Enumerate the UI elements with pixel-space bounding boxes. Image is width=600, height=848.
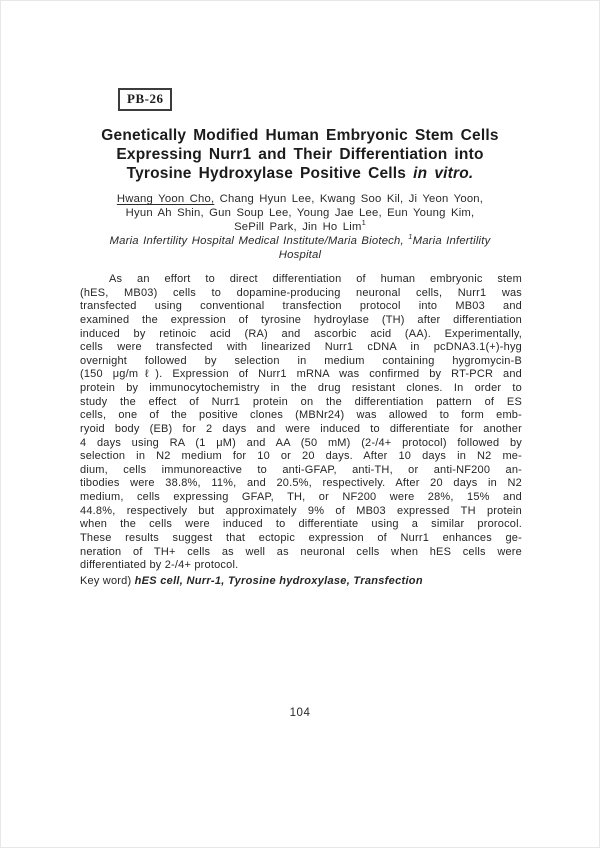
paper-title bbox=[1, 126, 599, 183]
abstract-line: dium, cells immunoreactive to anti-GFAP, anti-TH, or anti-NF200 an- bbox=[80, 463, 522, 476]
author-affiliation-superscript: 1 bbox=[361, 217, 366, 227]
first-author-underlined: Hwang Yoon Cho, bbox=[116, 193, 215, 205]
abstract-line: transfected using conventional transfection protocol into MB03 and bbox=[80, 300, 522, 313]
abstract-line: cells were transfected with linearized Nurr1 cDNA in pcDNA3.1(+)-hyg bbox=[80, 341, 522, 354]
author-line-3-text: SePill Park, Jin Ho Lim bbox=[234, 220, 362, 233]
abstract-line: tibodies were 38.8%, 11%, and 20.5%, respectively. After 20 days in N2 bbox=[80, 477, 522, 490]
paper-title-line-1: Genetically Modified Human Embryonic Stem Cells bbox=[101, 127, 499, 144]
author-line-1-rest: Chang Hyun Lee, Kwang Soo Kil, Ji Yeon Yoon, bbox=[219, 193, 484, 205]
abstract-line: when the cells were induced to differentiate using a similar prorocol. bbox=[80, 518, 522, 531]
abstract-number-badge bbox=[118, 88, 172, 111]
abstract-line: 44.8%, respectively but approximately 9% of MB03 expressed TH protein bbox=[80, 504, 522, 517]
keywords-label: Key word) bbox=[80, 575, 132, 587]
abstract-body bbox=[80, 273, 522, 573]
abstract-line: study the effect of Nurr1 protein on the differentiation pattern of ES bbox=[80, 395, 522, 408]
paper-title-line-3-text: Tyrosine Hydroxylase Positive Cells bbox=[126, 165, 407, 182]
affiliation-line-1 bbox=[1, 232, 599, 249]
paper-title-line-2: Expressing Nurr1 and Their Differentiation into bbox=[116, 146, 484, 163]
abstract-line: 4 days using RA (1 μM) and AA (50 mM) (2-/4+ protocol) followed by bbox=[80, 436, 522, 449]
abstract-line: These results suggest that ectopic expression of Nurr1 enhances ge- bbox=[80, 531, 522, 544]
author-line-3 bbox=[1, 217, 599, 235]
paper-title-line-3 bbox=[1, 164, 599, 183]
abstract-line: neration of TH+ cells as well as neuronal cells when hES cells were bbox=[80, 545, 522, 558]
abstract-line: examined the expression of tyrosine hydroylase (TH) after differentiation bbox=[80, 313, 522, 326]
abstract-line: (150 μg/mℓ). Expression of Nurr1 mRNA was confirmed by RT-PCR and bbox=[80, 368, 522, 381]
abstract-line: medium, cells expressing GFAP, TH, or NF200 were 28%, 15% and bbox=[80, 491, 522, 503]
affiliation-line-1-tail: Maria Infertility bbox=[412, 235, 491, 247]
author-list bbox=[1, 193, 599, 234]
affiliation-line-1-main: Maria Infertility Hospital Medical Institute/Maria Biotech, bbox=[109, 235, 404, 247]
abstract-line: cells, one of the positive clones (MBNr24) was allowed to form emb- bbox=[80, 409, 522, 422]
affiliation bbox=[1, 232, 599, 263]
author-line-1 bbox=[1, 193, 599, 207]
affiliation-superscript: 1 bbox=[408, 232, 413, 242]
page-number: 104 bbox=[289, 707, 311, 719]
abstract-line: protein by immunocytochemistry in the drug resistant clones. In order to bbox=[80, 382, 522, 394]
paper-title-italic-term: in vitro. bbox=[413, 165, 474, 182]
affiliation-line-2: Hospital bbox=[278, 248, 322, 261]
abstract-line: As an effort to direct differentiation of human embryonic stem bbox=[109, 273, 522, 285]
keywords-line bbox=[80, 575, 522, 587]
abstract-line: induced by retinoic acid (RA) and ascorbic acid (AA). Experimentally, bbox=[80, 327, 522, 340]
abstract-line: ryoid body (EB) for 2 days and were induced to differentiate for another bbox=[80, 422, 522, 435]
keywords-text: hES cell, Nurr-1, Tyrosine hydroxylase, Transfection bbox=[134, 575, 423, 587]
abstract-line: selection in N2 medium for 10 or 20 days. After 10 days in N2 me- bbox=[80, 450, 522, 463]
abstract-line: overnight followed by selection in medium containing hygromycin-B bbox=[80, 354, 522, 367]
abstract-number-label: PB-26 bbox=[127, 91, 164, 106]
abstract-line: (hES, MB03) cells to dopamine-producing neuronal cells, Nurr1 was bbox=[80, 286, 522, 299]
abstract-line: differentiated by 2-/4+ protocol. bbox=[80, 559, 239, 572]
author-line-2: Hyun Ah Shin, Gun Soup Lee, Young Jae Lee, Eun Young Kim, bbox=[125, 206, 475, 219]
